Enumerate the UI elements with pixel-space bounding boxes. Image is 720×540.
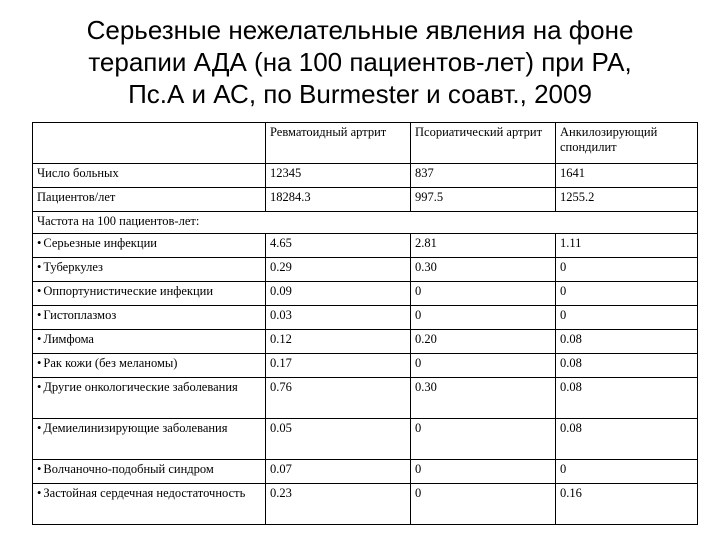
cell-value: 0 <box>556 282 698 306</box>
title-line-3: Пс.А и АС, по Burmester и соавт., 2009 <box>128 79 592 109</box>
row-label: • Туберкулез <box>33 258 266 282</box>
table-row <box>33 378 698 419</box>
header-cell-ra: Ревматоидный артрит <box>266 123 411 164</box>
cell-value: 0.29 <box>266 258 411 282</box>
cell-value: 18284.3 <box>266 188 411 212</box>
cell-value: 0.05 <box>266 419 411 460</box>
title-line-1: Серьезные нежелательные явления на фоне <box>86 15 634 45</box>
bullet-icon: • <box>37 284 42 298</box>
table-row <box>33 460 698 484</box>
cell-value: 12345 <box>266 164 411 188</box>
adverse-events-table <box>32 122 698 525</box>
cell-value: 0 <box>411 282 556 306</box>
stat-row-patient-years <box>33 188 698 212</box>
row-label: • Другие онкологические заболевания <box>33 378 266 419</box>
cell-value: 0.16 <box>556 484 698 525</box>
row-label: • Лимфома <box>33 330 266 354</box>
table-row <box>33 282 698 306</box>
row-label: • Застойная сердечная недостаточность <box>33 484 266 525</box>
cell-value: 0 <box>556 306 698 330</box>
bullet-icon: • <box>37 421 42 435</box>
cell-value: 0.03 <box>266 306 411 330</box>
row-label: • Серьезные инфекции <box>33 234 266 258</box>
table-row <box>33 330 698 354</box>
cell-value: 0.20 <box>411 330 556 354</box>
cell-value: 0.08 <box>556 354 698 378</box>
cell-value: 997.5 <box>411 188 556 212</box>
bullet-icon: • <box>37 356 42 370</box>
table-row <box>33 234 698 258</box>
cell-value: 0 <box>411 460 556 484</box>
stat-row-patients <box>33 164 698 188</box>
cell-value: 0.12 <box>266 330 411 354</box>
table-row <box>33 419 698 460</box>
row-label: • Оппортунистические инфекции <box>33 282 266 306</box>
slide-title <box>0 14 720 110</box>
cell-value: 0 <box>556 460 698 484</box>
cell-value: 0.08 <box>556 419 698 460</box>
cell-value: 0.08 <box>556 378 698 419</box>
bullet-icon: • <box>37 308 42 322</box>
bullet-icon: • <box>37 332 42 346</box>
row-label: • Волчаночно-подобный синдром <box>33 460 266 484</box>
section-row <box>33 212 698 234</box>
bullet-icon: • <box>37 380 42 394</box>
cell-value: 1.11 <box>556 234 698 258</box>
cell-value: 2.81 <box>411 234 556 258</box>
header-cell-empty <box>33 123 266 164</box>
cell-value: 0 <box>411 306 556 330</box>
cell-value: 0.17 <box>266 354 411 378</box>
cell-value: 0 <box>411 484 556 525</box>
cell-value: 0.08 <box>556 330 698 354</box>
table-row <box>33 258 698 282</box>
bullet-icon: • <box>37 486 42 500</box>
header-cell-psa: Псориатический артрит <box>411 123 556 164</box>
table-row <box>33 354 698 378</box>
cell-value: 837 <box>411 164 556 188</box>
table-row <box>33 306 698 330</box>
header-row <box>33 123 698 164</box>
cell-value: 1641 <box>556 164 698 188</box>
row-label: • Рак кожи (без меланомы) <box>33 354 266 378</box>
cell-value: 0.76 <box>266 378 411 419</box>
cell-value: 0.07 <box>266 460 411 484</box>
bullet-icon: • <box>37 260 42 274</box>
cell-value: 1255.2 <box>556 188 698 212</box>
header-cell-as: Анкилозирующий спондилит <box>556 123 698 164</box>
row-label: • Гистоплазмоз <box>33 306 266 330</box>
cell-value: 0.23 <box>266 484 411 525</box>
cell-value: 4.65 <box>266 234 411 258</box>
row-label: Пациентов/лет <box>33 188 266 212</box>
row-label: • Демиелинизирующие заболевания <box>33 419 266 460</box>
cell-value: 0.09 <box>266 282 411 306</box>
table-row <box>33 484 698 525</box>
section-label: Частота на 100 пациентов-лет: <box>33 212 698 234</box>
title-line-2: терапии АДА (на 100 пациентов-лет) при РА, <box>88 47 632 77</box>
bullet-icon: • <box>37 236 42 250</box>
cell-value: 0.30 <box>411 258 556 282</box>
row-label: Число больных <box>33 164 266 188</box>
cell-value: 0 <box>556 258 698 282</box>
cell-value: 0.30 <box>411 378 556 419</box>
cell-value: 0 <box>411 419 556 460</box>
cell-value: 0 <box>411 354 556 378</box>
bullet-icon: • <box>37 462 42 476</box>
